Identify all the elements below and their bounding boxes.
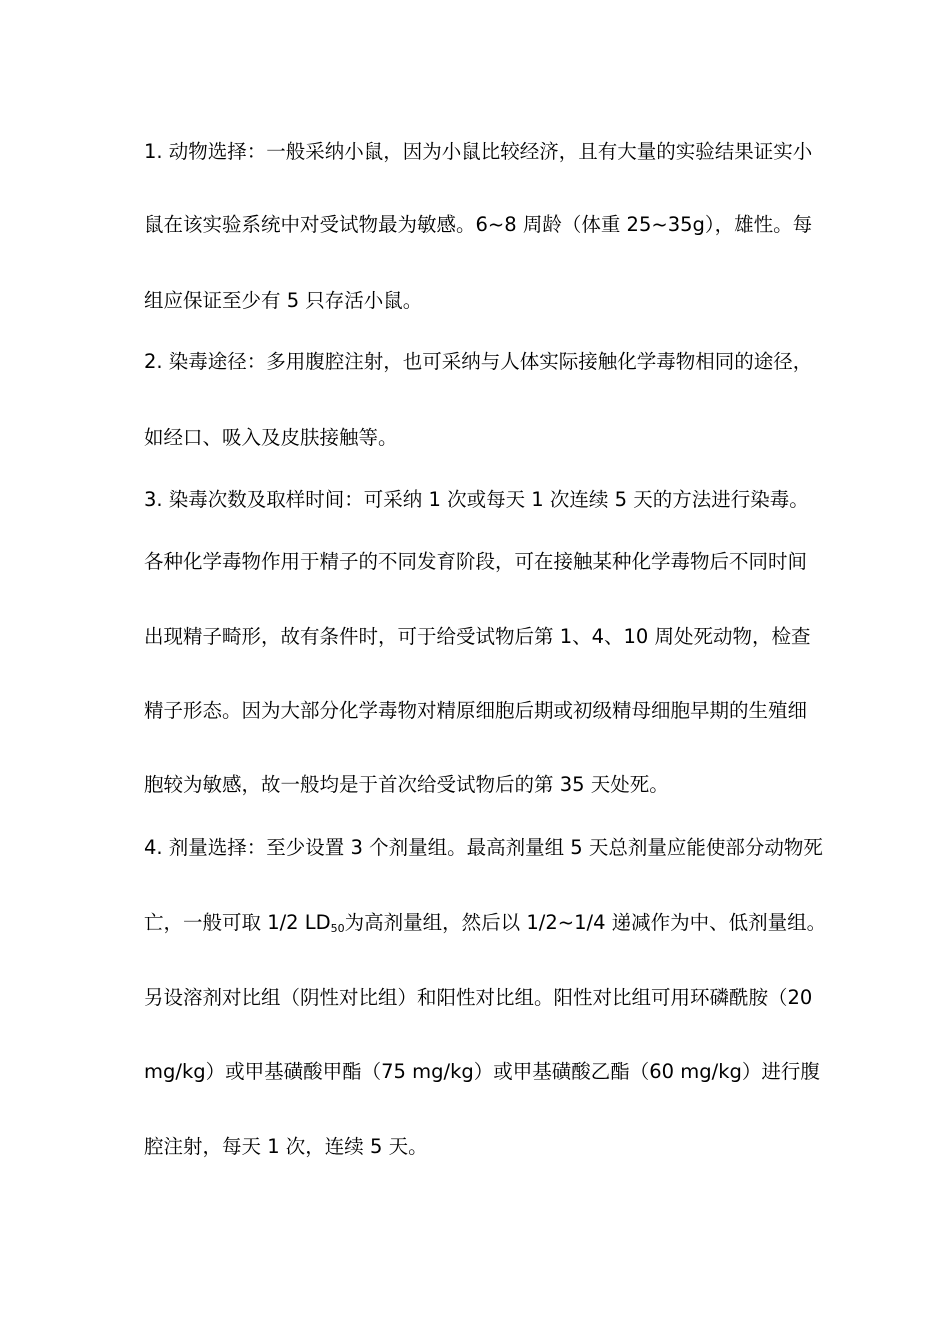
text-line-10: 胞较为敏感，故一般均是于首次给受试物后的第 35 天处死。	[144, 773, 669, 796]
text-line-3: 组应保证至少有 5 只存活小鼠。	[144, 289, 423, 312]
text-line-6: 3. 染毒次数及取样时间：可采纳 1 次或每天 1 次连续 5 天的方法进行染毒。	[144, 488, 809, 511]
text-line-8: 出现精子畸形，故有条件时，可于给受试物后第 1、4、10 周处死动物，检查	[144, 625, 811, 648]
text-line-12	[144, 910, 826, 942]
text-line-5: 如经口、吸入及皮肤接触等。	[144, 426, 398, 449]
text-line-7: 各种化学毒物作用于精子的不同发育阶段，可在接触某种化学毒物后不同时间	[144, 550, 808, 573]
text-line-15: 腔注射，每天 1 次，连续 5 天。	[144, 1135, 428, 1158]
text-line-11: 4. 剂量选择：至少设置 3 个剂量组。最高剂量组 5 天总剂量应能使部分动物死	[144, 836, 823, 859]
line-12-before: 亡，一般可取 1/2 LD	[144, 911, 331, 934]
text-line-2: 鼠在该实验系统中对受试物最为敏感。6~8 周龄（体重 25~35g），雄性。每	[144, 213, 813, 236]
text-line-9: 精子形态。因为大部分化学毒物对精原细胞后期或初级精母细胞早期的生殖细	[144, 699, 808, 722]
text-line-13: 另设溶剂对比组（阴性对比组）和阳性对比组。阳性对比组可用环磷酰胺（20	[144, 986, 813, 1009]
line-12-after: 为高剂量组，然后以 1/2~1/4 递减作为中、低剂量组。	[344, 911, 827, 934]
text-line-14: mg/kg）或甲基磺酸甲酯（75 mg/kg）或甲基磺酸乙酯（60 mg/kg）进行腹	[144, 1060, 820, 1083]
ld-subscript: 50	[330, 922, 345, 935]
text-line-1: 1. 动物选择：一般采纳小鼠，因为小鼠比较经济，且有大量的实验结果证实小	[144, 140, 813, 163]
text-line-4: 2. 染毒途径：多用腹腔注射，也可采纳与人体实际接触化学毒物相同的途径，	[144, 350, 813, 373]
